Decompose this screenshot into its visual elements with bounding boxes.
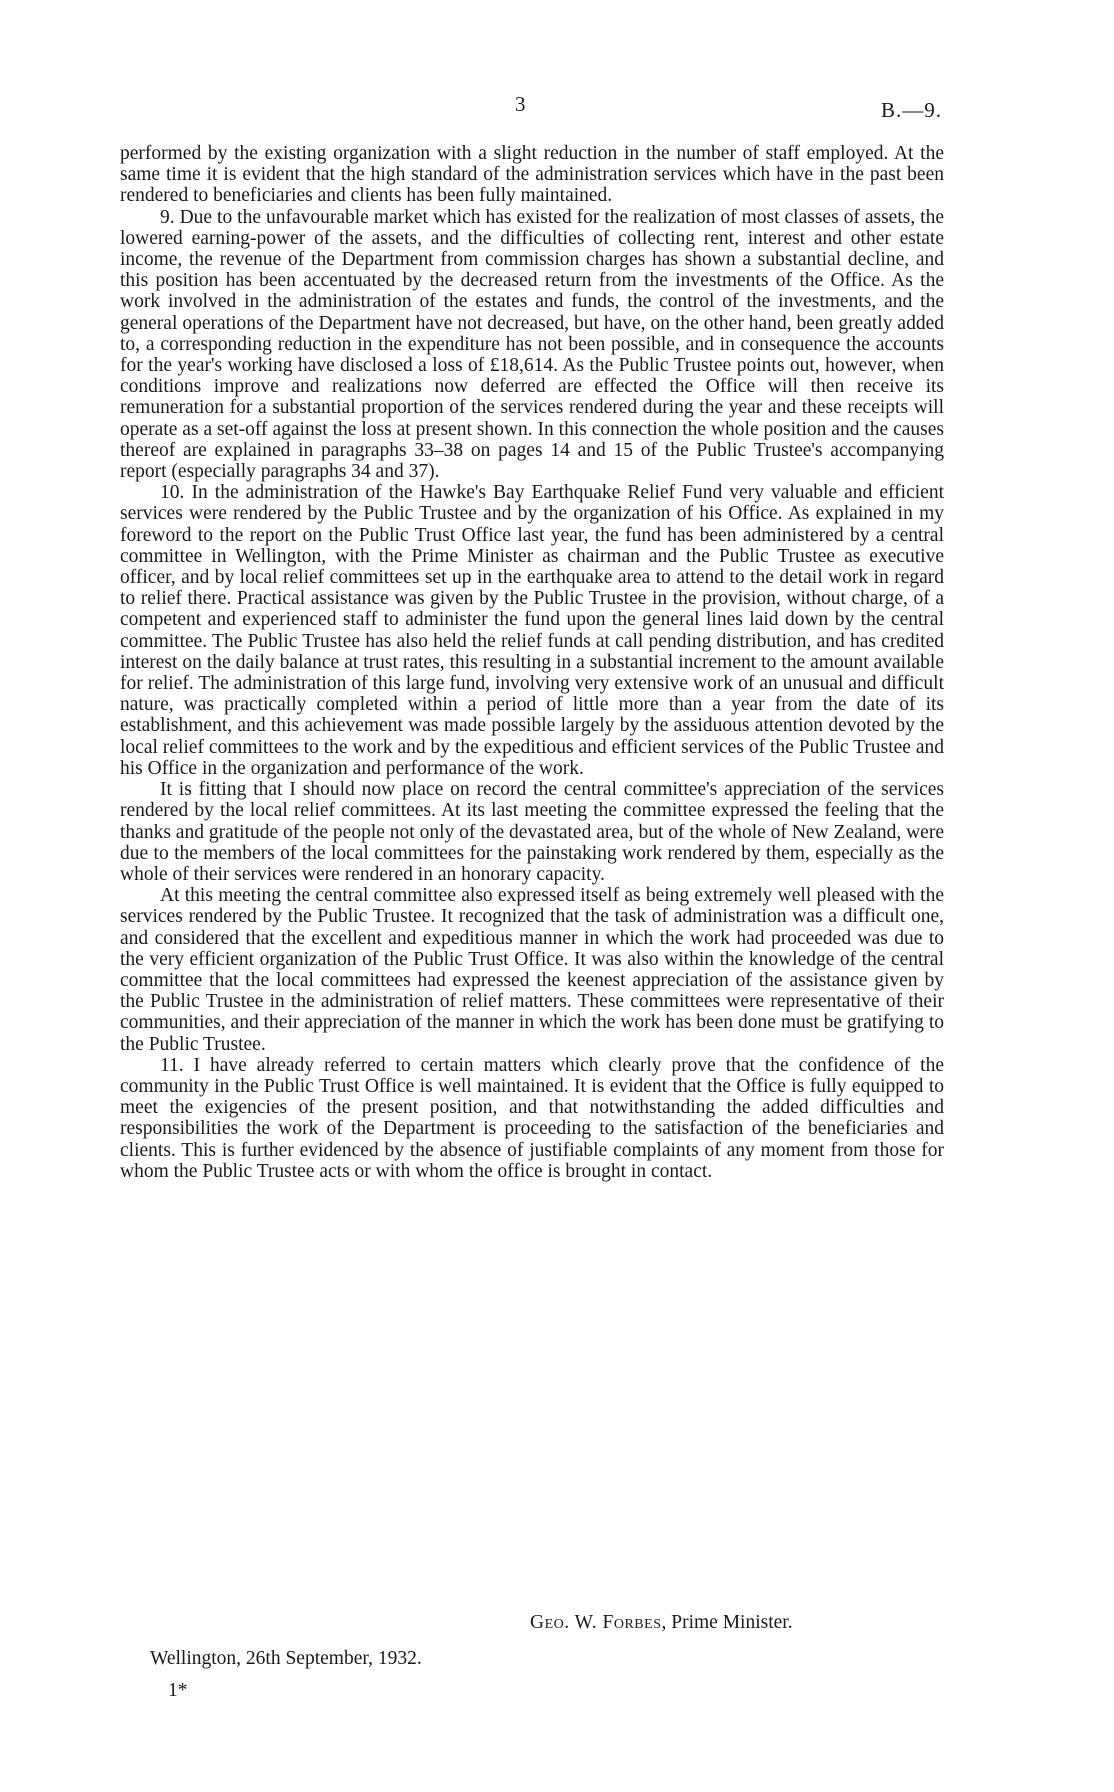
page-header [0, 92, 1114, 122]
signature-line [530, 1612, 793, 1634]
paragraph-continuation: performed by the existing organization with a slight reduction in the number of staff employed. At the same time it is evident that the high standard of the administration services which have in the past been rendered to beneficiaries and clients has been fully maintained. [120, 143, 944, 207]
signatory-title: , Prime Minister. [661, 1612, 793, 1633]
paragraph-appreciation-local: It is fitting that I should now place on record the central committee's appreciation of the services rendered by the local relief committees. At its last meeting the committee expressed the feeling that the thanks and gratitude of the people not only of the devastated area, but of the whole of New Zealand, were due to the members of the local committees for the painstaking work rendered by them, especially as the whole of their services were rendered in an honorary capacity. [120, 779, 944, 885]
paragraph-appreciation-trustee: At this meeting the central committee also expressed itself as being extremely well pleased with the services rendered by the Public Trustee. It recognized that the task of administration was a difficult one, and considered that the excellent and expeditious manner in which the work had proceeded was due to the very efficient organization of the Public Trust Office. It was also within the knowledge of the central committee that the local committees had expressed the keenest appreciation of the assistance given by the Public Trustee in the administration of relief matters. These committees were representative of their communities, and their appreciation of the manner in which the work has been done must be gratifying to the Public Trustee. [120, 885, 944, 1055]
place-date: Wellington, 26th September, 1932. [150, 1648, 422, 1669]
paragraph-11: 11. I have already referred to certain matters which clearly prove that the confidence of the community in the Public Trust Office is well maintained. It is evident that the Office is fully equipped to meet the exigencies of the present position, and that notwithstanding the added difficulties and responsibilities the work of the Department is proceeding to the satisfaction of the beneficiaries and clients. This is further evidenced by the absence of justifiable complaints of any moment from those for whom the Public Trustee acts or with whom the office is brought in contact. [120, 1054, 944, 1182]
sheet-mark: 1* [168, 1680, 188, 1701]
document-body [120, 143, 944, 1182]
document-reference: B.—9. [880, 98, 942, 122]
page-number: 3 [515, 92, 526, 116]
paragraph-10: 10. In the administration of the Hawke's Bay Earthquake Relief Fund very valuable and efficient services were rendered by the Public Trustee and by the organization of his Office. As explained in my foreword to the report on the Public Trust Office last year, the fund has been administered by a central committee in Wellington, with the Prime Minister as chairman and the Public Trustee as executive officer, and by local relief committees set up in the earthquake area to attend to the detail work in regard to relief there. Practical assistance was given by the Public Trustee in the provision, without charge, of a competent and experienced staff to administer the fund upon the general lines laid down by the central committee. The Public Trustee has also held the relief funds at call pending distribution, and has credited interest on the daily balance at trust rates, this resulting in a substantial increment to the amount available for relief. The administration of this large fund, involving very extensive work of an unusual and difficult nature, was practically completed within a period of little more than a year from the date of its establishment, and this achievement was made possible largely by the assiduous attention devoted by the local relief committees to the work and by the expeditious and efficient services of the Public Trustee and his Office in the organization and performance of the work. [120, 482, 944, 779]
signatory-name: Geo. W. Forbes [530, 1612, 662, 1633]
paragraph-9: 9. Due to the unfavourable market which has existed for the realization of most classes of assets, the lowered earning-power of the assets, and the difficulties of collecting rent, interest and other estate income, the revenue of the Department from commission charges has shown a substantial decline, and this position has been accentuated by the decreased return from the investments of the Office. As the work involved in the administration of the estates and funds, the control of the investments, and the general operations of the Department have not decreased, but have, on the other hand, been greatly added to, a corresponding reduction in the expenditure has not been possible, and in consequence the accounts for the year's working have disclosed a loss of £18,614. As the Public Trustee points out, however, when conditions improve and realizations now deferred are effected the Office will then receive its remuneration for a substantial proportion of the services rendered during the year and these receipts will operate as a set-off against the loss at present shown. In this connection the whole position and the causes thereof are explained in paragraphs 33–38 on pages 14 and 15 of the Public Trustee's accompanying report (especially paragraphs 34 and 37). [120, 206, 944, 483]
